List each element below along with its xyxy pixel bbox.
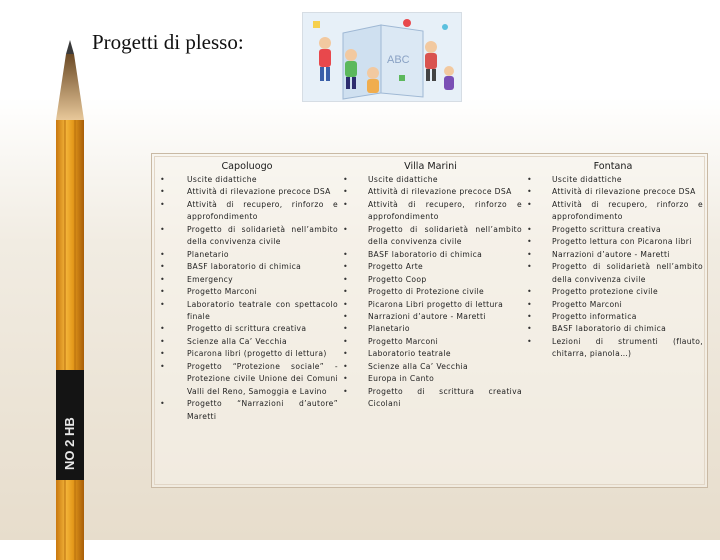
list-item: • Uscite didattiche — [156, 174, 338, 186]
list-item: • Uscite didattiche — [523, 174, 703, 186]
list-item: • Scienze alla Ca’ Vecchia — [156, 336, 338, 348]
list-item: • Attività di rilevazione precoce DSA — [523, 186, 703, 198]
list-item: • Picarona Libri progetto di lettura — [339, 299, 522, 311]
list-item: • Attività di recupero, rinforzo e approfondimento — [523, 199, 703, 224]
list-item: • Progetto Coop — [339, 274, 522, 286]
projects-table — [151, 153, 708, 488]
column-fontana — [523, 160, 703, 361]
list-item: • Laboratorio teatrale con spettacolo finale — [156, 299, 338, 324]
list-item: • Progetto di Protezione civile — [339, 286, 522, 298]
list-item: • Planetario — [339, 323, 522, 335]
list-item: • Progetto Arte — [339, 261, 522, 273]
project-list — [523, 174, 703, 361]
list-item: • Planetario — [156, 249, 338, 261]
list-item: • Attività di rilevazione precoce DSA — [339, 186, 522, 198]
list-item: • Laboratorio teatrale — [339, 348, 522, 360]
list-item: • Progetto Marconi — [523, 299, 703, 311]
list-item: • Narrazioni d’autore - Maretti — [523, 249, 703, 261]
list-item: • Progetto “Protezione sociale” - Protezione civile Unione dei Comuni Valli del Reno, Samoggia e Lavino — [156, 361, 338, 398]
column-capoluogo — [156, 160, 338, 423]
list-item: • Narrazioni d’autore - Maretti — [339, 311, 522, 323]
list-item: • Emergency — [156, 274, 338, 286]
list-item: • Progetto lettura con Picarona libri — [523, 236, 703, 248]
banner-abc-text: ABC — [387, 54, 410, 66]
list-item: • Europa in Canto — [339, 373, 522, 385]
list-item: • Progetto scrittura creativa — [523, 224, 703, 236]
list-item: • Progetto di scrittura creativa Cicolani — [339, 386, 522, 411]
list-item: • Attività di rilevazione precoce DSA — [156, 186, 338, 198]
list-item: • Progetto informatica — [523, 311, 703, 323]
list-item: • Progetto Marconi — [156, 286, 338, 298]
children-books-banner — [302, 12, 462, 102]
project-list — [156, 174, 338, 423]
list-item: • Attività di recupero, rinforzo e approfondimento — [339, 199, 522, 224]
list-item: • Progetto protezione civile — [523, 286, 703, 298]
pencil-label-text: NO 2 HB — [62, 417, 77, 470]
column-header: Capoluogo — [221, 161, 273, 172]
list-item: • Progetto di solidarietà nell’ambito della convivenza civile — [523, 261, 703, 286]
list-item: • Attività di recupero, rinforzo e approfondimento — [156, 199, 338, 224]
pencil-illustration — [52, 40, 88, 560]
list-item: • BASF laboratorio di chimica — [339, 249, 522, 261]
list-item: • Progetto di scrittura creativa — [156, 323, 338, 335]
list-item: • BASF laboratorio di chimica — [156, 261, 338, 273]
list-item: • Lezioni di strumenti (flauto, chitarra, pianola…) — [523, 336, 703, 361]
column-villa-marini — [339, 160, 522, 411]
page-title: Progetti di plesso: — [92, 30, 244, 54]
list-item: • Scienze alla Ca’ Vecchia — [339, 361, 522, 373]
column-header: Villa Marini — [404, 161, 457, 172]
list-item: • BASF laboratorio di chimica — [523, 323, 703, 335]
column-header: Fontana — [593, 161, 633, 172]
list-item: • Progetto “Narrazioni d’autore” Maretti — [156, 398, 338, 423]
list-item: • Progetto di solidarietà nell’ambito della convivenza civile — [156, 224, 338, 249]
list-item: • Picarona libri (progetto di lettura) — [156, 348, 338, 360]
list-item: • Progetto Marconi — [339, 336, 522, 348]
list-item: • Uscite didattiche — [339, 174, 522, 186]
project-list — [339, 174, 522, 411]
list-item: • Progetto di solidarietà nell’ambito della convivenza civile — [339, 224, 522, 249]
